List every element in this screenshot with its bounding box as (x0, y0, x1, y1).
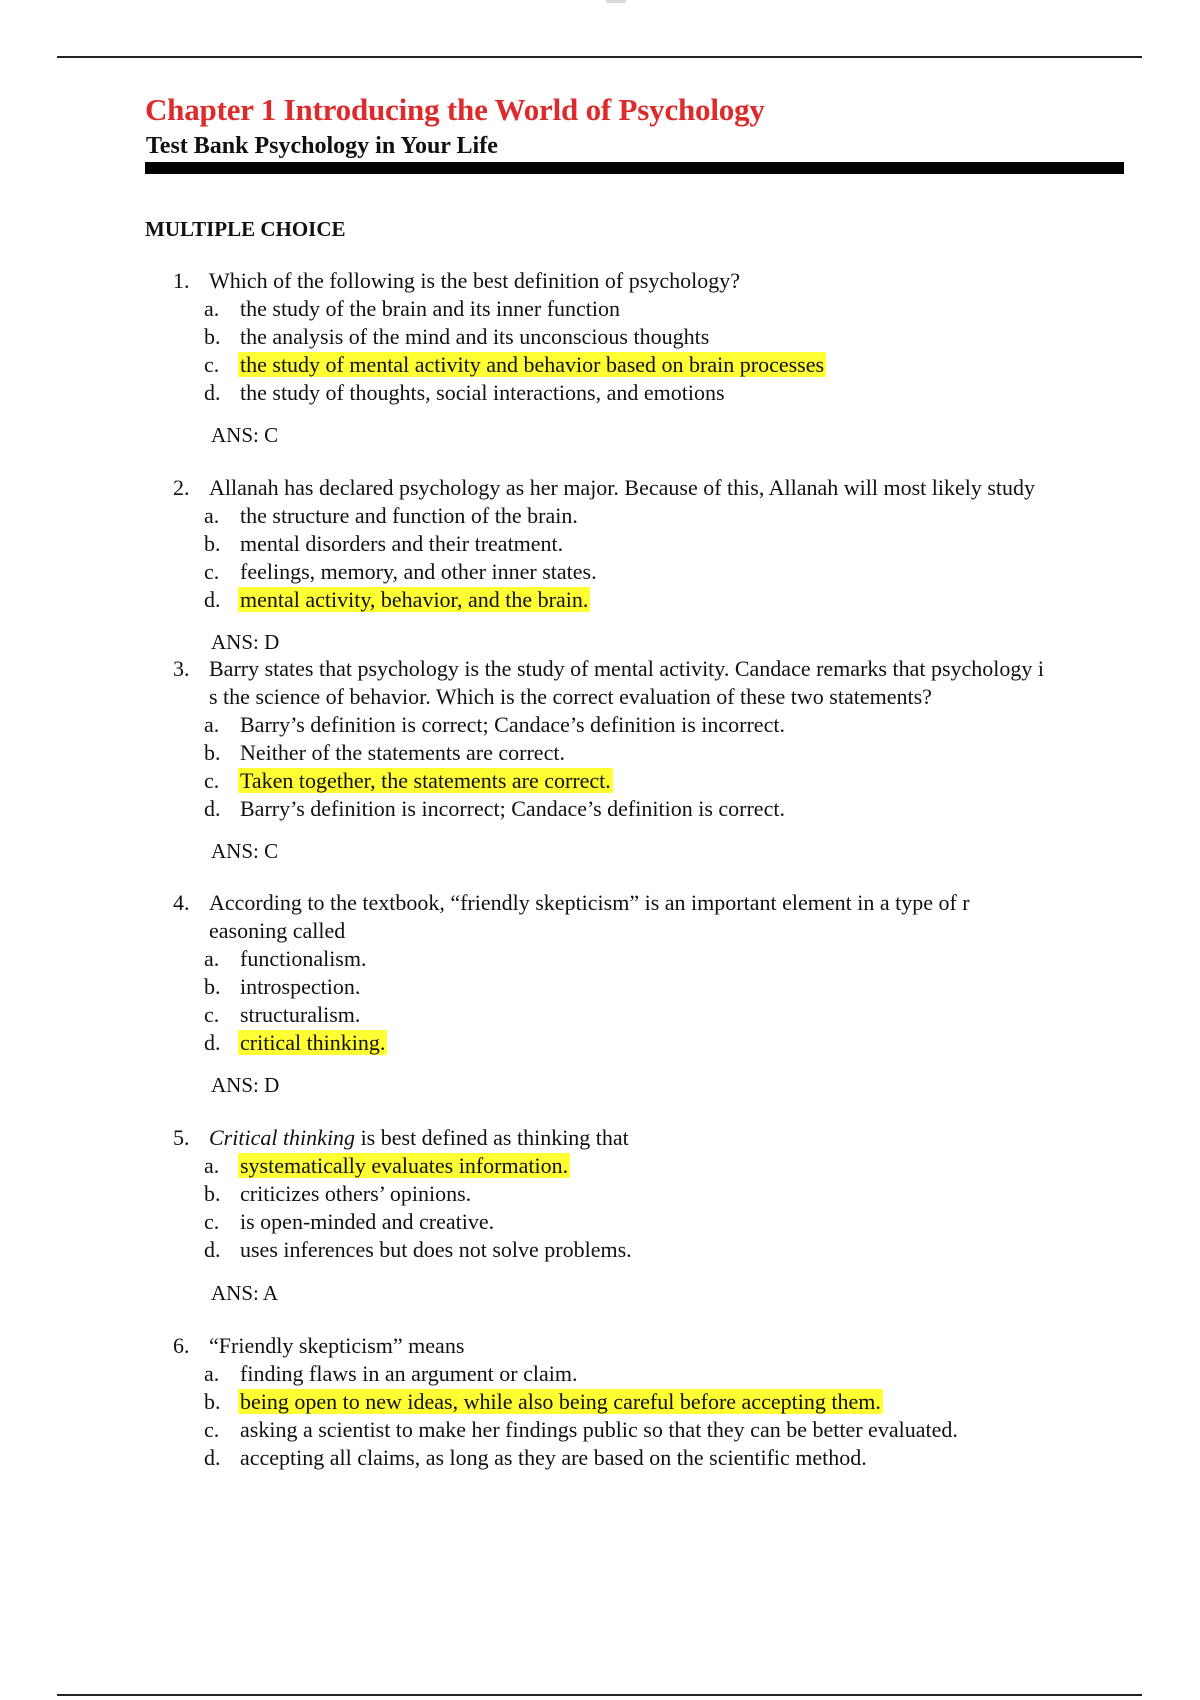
question-6 (0, 1332, 1200, 1472)
answer-key: ANS: C (211, 423, 279, 447)
answer-key: ANS: D (211, 1073, 280, 1097)
question-4 (0, 889, 1200, 1057)
option-text: the analysis of the mind and its unconscious thoughts (240, 324, 710, 349)
question-line (0, 917, 1200, 945)
option-letter: a. (204, 503, 220, 528)
option-b (0, 530, 1200, 558)
option-text: the study of thoughts, social interactions, and emotions (240, 380, 725, 405)
question-3 (0, 655, 1200, 823)
question-text: Allanah has declared psychology as her major. Because of this, Allanah will most likely study (209, 475, 1036, 500)
highlighted-answer: the study of mental activity and behavior based on brain processes (240, 352, 825, 377)
option-text (240, 351, 826, 379)
option-b (0, 1180, 1200, 1208)
option-d (0, 795, 1200, 823)
option-d (0, 1029, 1200, 1057)
option-letter: d. (204, 1030, 221, 1055)
question-line (0, 1332, 1200, 1360)
option-d (0, 1236, 1200, 1264)
option-letter: c. (204, 352, 220, 377)
option-a (0, 711, 1200, 739)
option-letter: a. (204, 946, 220, 971)
option-text (240, 1029, 387, 1057)
option-letter: c. (204, 1002, 220, 1027)
subtitle: Test Bank Psychology in Your Life (146, 133, 498, 159)
option-b (0, 1388, 1200, 1416)
option-text: finding flaws in an argument or claim. (240, 1361, 578, 1386)
option-letter: b. (204, 531, 221, 556)
option-text: uses inferences but does not solve problems. (240, 1237, 632, 1262)
option-text: is open-minded and creative. (240, 1209, 495, 1234)
question-number: 5. (173, 1125, 190, 1150)
option-letter: d. (204, 1445, 221, 1470)
question-number: 1. (173, 268, 190, 293)
option-letter: c. (204, 1209, 220, 1234)
option-text (240, 1388, 883, 1416)
question-line (0, 267, 1200, 295)
question-number: 2. (173, 475, 190, 500)
option-letter: d. (204, 587, 221, 612)
option-letter: a. (204, 1153, 220, 1178)
top-rule (57, 56, 1142, 58)
option-text: structuralism. (240, 1002, 361, 1027)
question-text: s the science of behavior. Which is the correct evaluation of these two statements? (209, 684, 932, 709)
question-text: According to the textbook, “friendly skepticism” is an important element in a type of r (209, 890, 970, 915)
option-a (0, 945, 1200, 973)
option-text: functionalism. (240, 946, 367, 971)
question-5 (0, 1124, 1200, 1264)
option-a (0, 1152, 1200, 1180)
option-letter: b. (204, 740, 221, 765)
question-line (0, 889, 1200, 917)
option-text (240, 1152, 570, 1180)
question-number: 4. (173, 890, 190, 915)
option-letter: d. (204, 1237, 221, 1262)
option-letter: a. (204, 1361, 220, 1386)
option-a (0, 295, 1200, 323)
option-letter: b. (204, 1389, 221, 1414)
option-text: Barry’s definition is incorrect; Candace’s definition is correct. (240, 796, 785, 821)
option-text (240, 586, 590, 614)
option-text: the study of the brain and its inner function (240, 296, 621, 321)
question-text: Which of the following is the best definition of psychology? (209, 268, 740, 293)
option-c (0, 1001, 1200, 1029)
question-2 (0, 474, 1200, 614)
option-c (0, 767, 1200, 795)
highlighted-answer: critical thinking. (240, 1030, 386, 1055)
option-letter: c. (204, 1417, 220, 1442)
option-b (0, 323, 1200, 351)
highlighted-answer: mental activity, behavior, and the brain. (240, 587, 589, 612)
option-letter: a. (204, 296, 220, 321)
option-text: accepting all claims, as long as they are based on the scientific method. (240, 1445, 867, 1470)
option-b (0, 973, 1200, 1001)
option-a (0, 1360, 1200, 1388)
question-line (0, 1124, 1200, 1152)
option-c (0, 1416, 1200, 1444)
answer-key: ANS: D (211, 630, 280, 654)
option-text: the structure and function of the brain. (240, 503, 578, 528)
question-1 (0, 267, 1200, 407)
question-text: Barry states that psychology is the study of mental activity. Candace remarks that psychology i (209, 656, 1044, 681)
option-d (0, 586, 1200, 614)
option-letter: d. (204, 380, 221, 405)
section-heading: MULTIPLE CHOICE (145, 217, 346, 241)
option-b (0, 739, 1200, 767)
question-text: easoning called (209, 918, 346, 943)
option-letter: a. (204, 712, 220, 737)
option-text: mental disorders and their treatment. (240, 531, 564, 556)
option-text (240, 767, 613, 795)
emphasized-term: Critical thinking (209, 1125, 356, 1150)
question-line (0, 655, 1200, 683)
highlighted-answer: being open to new ideas, while also being careful before accepting them. (240, 1389, 881, 1414)
option-text: Neither of the statements are correct. (240, 740, 565, 765)
question-line (0, 474, 1200, 502)
option-letter: c. (204, 559, 220, 584)
option-text: feelings, memory, and other inner states. (240, 559, 597, 584)
option-c (0, 558, 1200, 586)
option-d (0, 1444, 1200, 1472)
title-divider (145, 162, 1124, 174)
answer-key: ANS: C (211, 839, 279, 863)
question-text-rest: is best defined as thinking that (355, 1125, 629, 1150)
option-letter: b. (204, 974, 221, 999)
question-text: “Friendly skepticism” means (209, 1333, 465, 1358)
page-top-mark (606, 0, 626, 3)
option-letter: b. (204, 324, 221, 349)
chapter-title: Chapter 1 Introducing the World of Psychology (145, 92, 765, 127)
option-letter: c. (204, 768, 220, 793)
highlighted-answer: Taken together, the statements are correct. (240, 768, 611, 793)
option-d (0, 379, 1200, 407)
question-number: 6. (173, 1333, 190, 1358)
option-text: criticizes others’ opinions. (240, 1181, 472, 1206)
option-text: introspection. (240, 974, 361, 999)
answer-key: ANS: A (211, 1281, 279, 1305)
question-number: 3. (173, 656, 190, 681)
option-letter: b. (204, 1181, 221, 1206)
option-a (0, 502, 1200, 530)
question-text (209, 1124, 629, 1152)
option-c (0, 351, 1200, 379)
option-letter: d. (204, 796, 221, 821)
option-text: asking a scientist to make her findings public so that they can be better evaluated. (240, 1417, 958, 1442)
option-text: Barry’s definition is correct; Candace’s definition is incorrect. (240, 712, 785, 737)
question-line (0, 683, 1200, 711)
highlighted-answer: systematically evaluates information. (240, 1153, 569, 1178)
bottom-rule (57, 1694, 1142, 1696)
option-c (0, 1208, 1200, 1236)
